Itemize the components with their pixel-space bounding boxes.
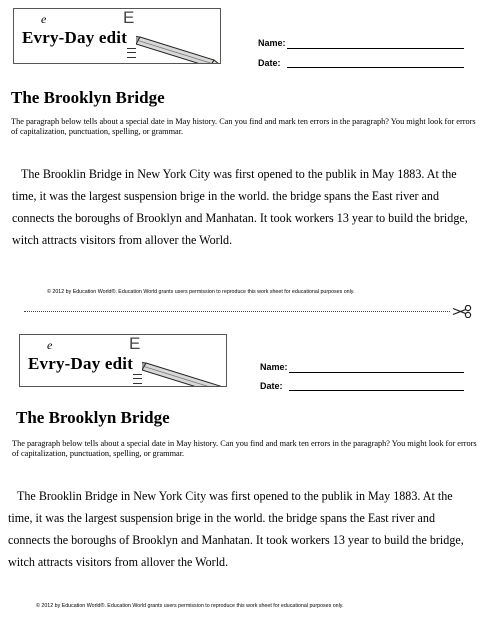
- logo-correction-mark: [133, 374, 142, 384]
- logo-big-e: E: [123, 8, 135, 27]
- pencil-icon: [142, 357, 227, 387]
- instructions: The paragraph below tells about a special date in May history. Can you find and mark ten errors in the paragraph? You might look for errors of capitalization, punctuation, spelling, or grammar.: [12, 439, 477, 458]
- logo-big-e: E: [129, 334, 141, 353]
- pencil-icon: [136, 31, 221, 64]
- passage: The Brooklin Bridge in New York City was first opened to the publik in May 1883. At the time, it was the largest suspension brige in the world. the bridge spans the East river and connects the boroughs of Brooklyn and Manhatan. It took workers 13 year to build the bridge, witch attracts visitors from allover the World.: [12, 167, 468, 247]
- logo-text: Evry-Day edit: [28, 354, 134, 373]
- logo: [13, 8, 221, 64]
- date-label: Date:: [258, 58, 281, 68]
- worksheet-title: The Brooklyn Bridge: [16, 408, 170, 427]
- passage: The Brooklin Bridge in New York City was first opened to the publik in May 1883. At the time, it was the largest suspension brige in the world. the bridge spans the East river and connects the boroughs of Brooklyn and Manhatan. It took workers 13 year to build the bridge, witch attracts visitors from allover the World.: [8, 489, 464, 569]
- name-label: Name:: [258, 38, 286, 48]
- name-field[interactable]: [289, 372, 464, 373]
- logo-small-e: e: [47, 338, 53, 352]
- scissors-icon: [452, 305, 472, 318]
- cut-line: [24, 311, 450, 312]
- logo-correction-mark: [127, 48, 136, 58]
- worksheet-title: The Brooklyn Bridge: [11, 88, 165, 107]
- logo-small-e: e: [41, 12, 47, 26]
- date-field[interactable]: [289, 390, 464, 391]
- copyright-footer: © 2012 by Education World®. Education World grants users permission to reproduce this work sheet for educational purposes only.: [36, 603, 344, 609]
- instructions: The paragraph below tells about a special date in May history. Can you find and mark ten errors in the paragraph? You might look for errors of capitalization, punctuation, spelling, or grammar.: [11, 117, 476, 136]
- name-field[interactable]: [287, 48, 464, 49]
- logo-text: Evry-Day edit: [22, 28, 128, 47]
- name-label: Name:: [260, 362, 288, 372]
- logo: [19, 334, 227, 387]
- date-label: Date:: [260, 381, 283, 391]
- date-field[interactable]: [287, 67, 464, 68]
- copyright-footer: © 2012 by Education World®. Education World grants users permission to reproduce this work sheet for educational purposes only.: [47, 289, 355, 295]
